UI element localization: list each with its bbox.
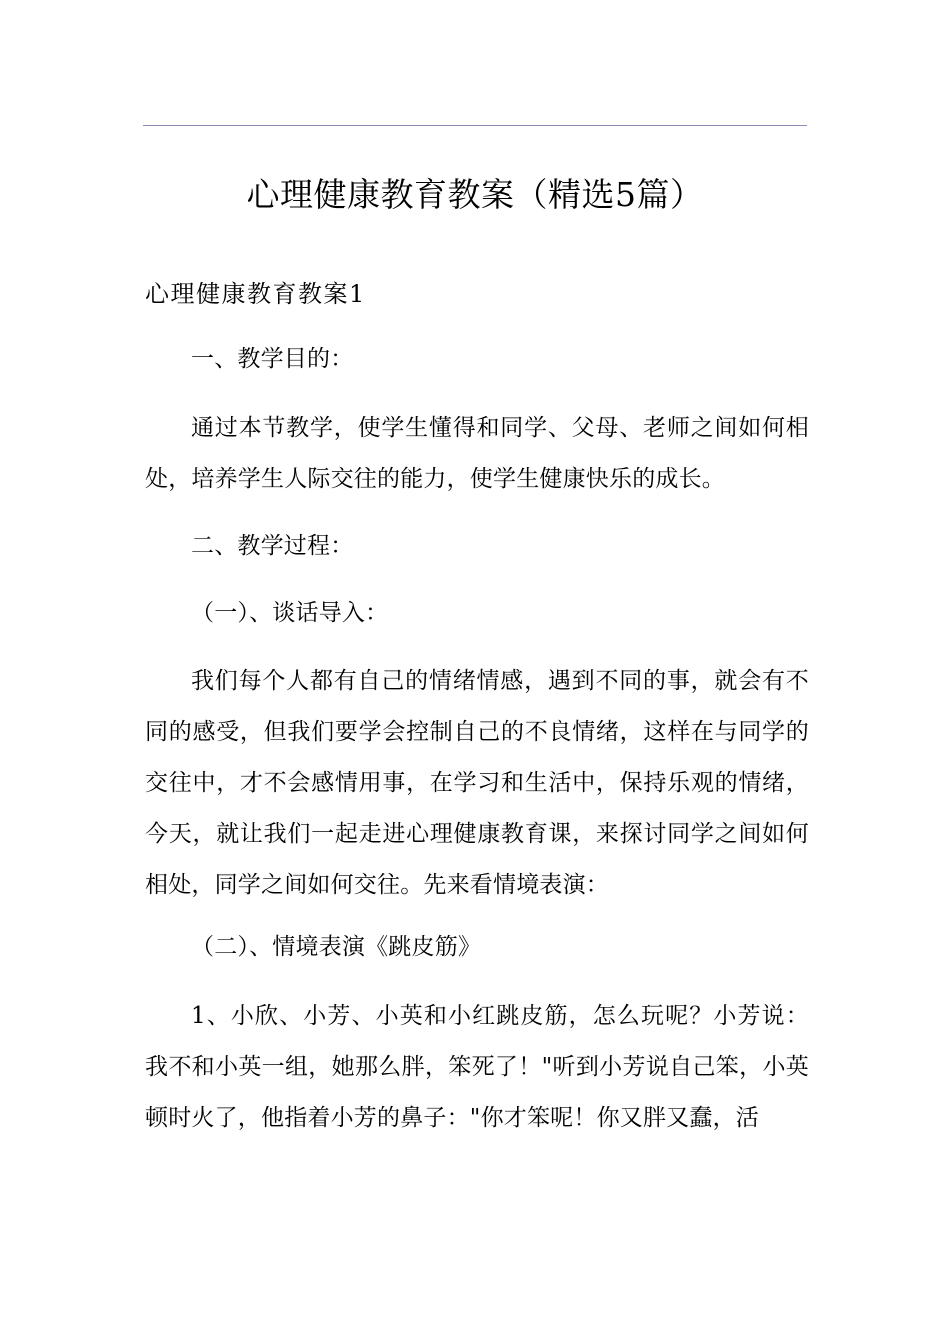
paragraph-scene-body: 1、小欣、小芳、小英和小红跳皮筋，怎么玩呢？小芳说：我不和小英一组，她那么胖，笨死了！"听到小芳说自己笨，小英顿时火了，他指着小芳的鼻子："你才笨呢！你又胖又蠢，活: [145, 1003, 809, 1131]
paragraph-scene-heading: （二）、情境表演《跳皮筋》: [191, 934, 482, 960]
paragraph-intro-body: 我们每个人都有自己的情绪情感，遇到不同的事，就会有不同的感受，但我们要学会控制自己的不良情绪，这样在与同学的交往中，才不会感情用事，在学习和生活中，保持乐观的情绪，今天，就让我们一起走进心理健康教育课，来探讨同学之间如何相处，同学之间如何交往。先来看情境表演：: [145, 668, 809, 898]
section-heading: 心理健康教育教案1: [145, 280, 366, 308]
document-title: 心理健康教育教案（精选5篇）: [246, 175, 704, 215]
paragraph-teaching-process-heading: 二、教学过程：: [191, 533, 354, 559]
paragraph-intro-heading: （一）、谈话导入：: [191, 600, 389, 626]
header-rule: [143, 125, 807, 126]
paragraph-teaching-goal-heading: 一、教学目的：: [191, 346, 354, 372]
paragraph-teaching-goal: 通过本节教学，使学生懂得和同学、父母、老师之间如何相处，培养学生人际交往的能力，使学生健康快乐的成长。: [145, 415, 809, 492]
